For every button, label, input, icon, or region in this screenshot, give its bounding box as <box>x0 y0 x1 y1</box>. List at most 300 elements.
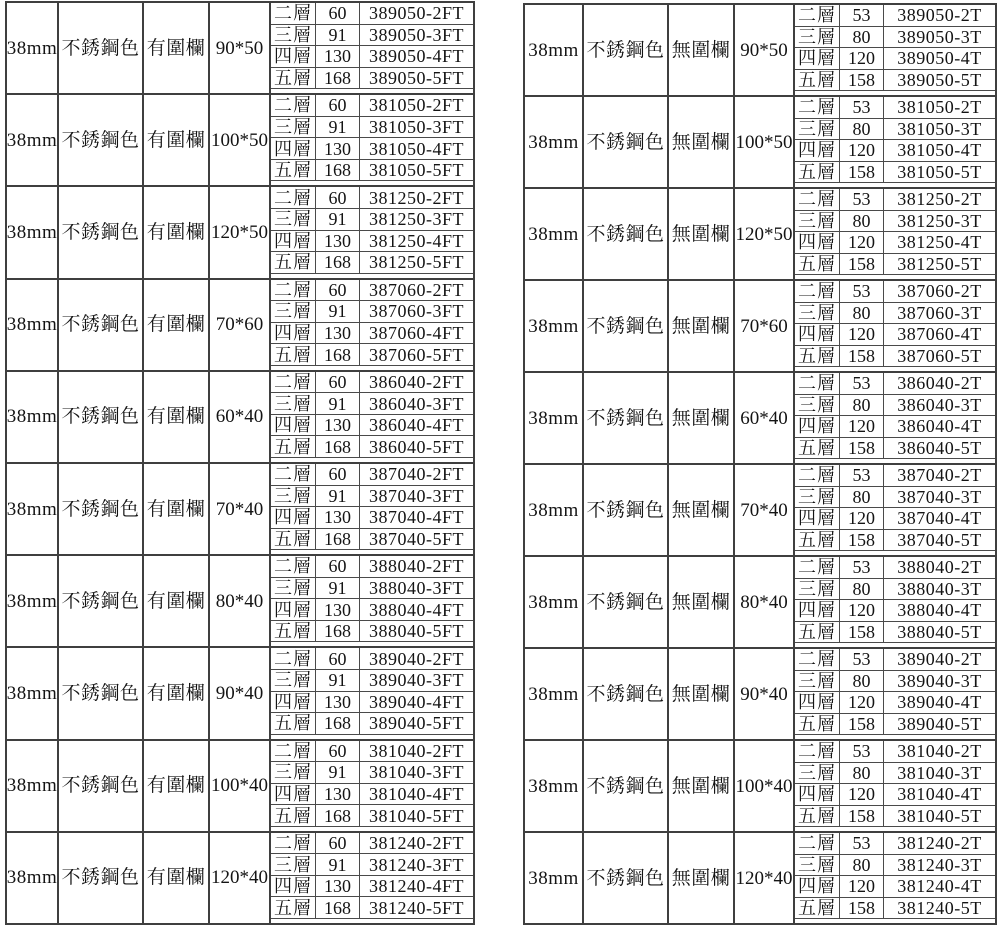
tier-capacity: 80 <box>840 763 884 785</box>
tier-capacity: 53 <box>840 741 884 763</box>
product-code: 381240-3T <box>884 855 995 877</box>
tier-sub-table <box>795 189 995 279</box>
tier-label: 三層 <box>271 578 316 600</box>
product-code: 381050-2T <box>884 97 995 119</box>
product-group-row <box>7 739 473 831</box>
tier-label: 四層 <box>795 784 840 806</box>
tier-label: 五層 <box>271 529 316 551</box>
tier-capacity: 91 <box>316 117 360 139</box>
product-code: 389040-5T <box>884 714 995 736</box>
fence-cell: 有圍欄 <box>144 3 210 93</box>
tier-capacity: 91 <box>316 578 360 600</box>
tier-label: 三層 <box>271 486 316 508</box>
thickness-cell: 38mm <box>7 3 59 93</box>
fence-cell: 無圍欄 <box>669 373 735 463</box>
product-code: 387040-4T <box>884 508 995 530</box>
tier-label: 二層 <box>795 741 840 763</box>
tier-capacity: 130 <box>316 507 360 529</box>
tier-label: 三層 <box>795 763 840 785</box>
product-code: 381040-5T <box>884 806 995 828</box>
tier-capacity: 91 <box>316 854 360 876</box>
product-code: 389050-5FT <box>360 68 473 90</box>
product-code: 381040-3T <box>884 763 995 785</box>
product-code: 387060-4T <box>884 324 995 346</box>
product-code: 389040-3T <box>884 671 995 693</box>
tier-sub-table <box>271 187 473 277</box>
product-code: 388040-5FT <box>360 621 473 643</box>
tier-capacity: 91 <box>316 209 360 231</box>
tier-capacity: 53 <box>840 465 884 487</box>
tier-label: 二層 <box>271 833 316 855</box>
tier-sub-table <box>271 280 473 370</box>
tier-capacity: 168 <box>316 68 360 90</box>
spec-table-with-fence <box>5 1 475 925</box>
thickness-cell: 38mm <box>525 833 584 923</box>
tier-label: 四層 <box>271 323 316 345</box>
tier-label: 二層 <box>795 281 840 303</box>
fence-cell: 無圍欄 <box>669 189 735 279</box>
tier-capacity: 120 <box>840 48 884 70</box>
size-cell: 70*40 <box>210 464 271 554</box>
tier-label: 四層 <box>795 508 840 530</box>
tier-capacity: 53 <box>840 557 884 579</box>
tier-capacity: 130 <box>316 599 360 621</box>
product-code: 387060-5FT <box>360 344 473 366</box>
product-code: 381050-5T <box>884 162 995 184</box>
product-code: 389050-3FT <box>360 25 473 47</box>
fence-cell: 有圍欄 <box>144 372 210 462</box>
spec-table-without-fence <box>523 3 997 925</box>
thickness-cell: 38mm <box>7 833 59 923</box>
product-code: 381250-4T <box>884 232 995 254</box>
tier-label: 四層 <box>271 507 316 529</box>
tier-sub-table <box>271 648 473 738</box>
product-code: 389040-4T <box>884 692 995 714</box>
product-code: 381040-4T <box>884 784 995 806</box>
tier-label: 二層 <box>795 649 840 671</box>
product-group-row <box>7 462 473 554</box>
tier-label: 三層 <box>271 301 316 323</box>
tier-sub-table <box>795 833 995 923</box>
thickness-cell: 38mm <box>7 648 59 738</box>
tier-capacity: 168 <box>316 344 360 366</box>
tier-capacity: 80 <box>840 487 884 509</box>
tier-label: 二層 <box>795 189 840 211</box>
product-code: 381240-5FT <box>360 897 473 919</box>
product-code: 386040-2FT <box>360 372 473 394</box>
tier-capacity: 91 <box>316 486 360 508</box>
tier-capacity: 120 <box>840 416 884 438</box>
product-group-row <box>525 5 995 95</box>
tier-capacity: 120 <box>840 140 884 162</box>
tier-capacity: 120 <box>840 692 884 714</box>
tier-label: 四層 <box>271 876 316 898</box>
product-code: 389050-4FT <box>360 46 473 68</box>
color-cell: 不銹鋼色 <box>59 741 144 831</box>
tier-capacity: 168 <box>316 252 360 274</box>
tier-capacity: 91 <box>316 762 360 784</box>
color-cell: 不銹鋼色 <box>584 281 669 371</box>
product-code: 388040-3FT <box>360 578 473 600</box>
tier-capacity: 120 <box>840 784 884 806</box>
tier-capacity: 80 <box>840 119 884 141</box>
color-cell: 不銹鋼色 <box>584 649 669 739</box>
tier-label: 五層 <box>795 898 840 920</box>
tier-capacity: 60 <box>316 556 360 578</box>
tier-capacity: 130 <box>316 692 360 714</box>
color-cell: 不銹鋼色 <box>584 5 669 95</box>
product-code: 381040-2FT <box>360 741 473 763</box>
size-cell: 70*40 <box>735 465 795 555</box>
tier-capacity: 168 <box>316 621 360 643</box>
tier-label: 二層 <box>795 5 840 27</box>
tier-capacity: 91 <box>316 393 360 415</box>
thickness-cell: 38mm <box>525 741 584 831</box>
tier-capacity: 158 <box>840 622 884 644</box>
tier-label: 五層 <box>271 344 316 366</box>
fence-cell: 有圍欄 <box>144 833 210 923</box>
product-code: 386040-5T <box>884 438 995 460</box>
product-group-row <box>525 95 995 187</box>
product-code: 381250-5FT <box>360 252 473 274</box>
tier-sub-table <box>795 281 995 371</box>
tier-label: 四層 <box>795 876 840 898</box>
fence-cell: 無圍欄 <box>669 649 735 739</box>
fence-cell: 無圍欄 <box>669 833 735 923</box>
tier-label: 四層 <box>271 415 316 437</box>
product-code: 387060-3T <box>884 303 995 325</box>
product-code: 381050-2FT <box>360 95 473 117</box>
product-code: 387040-2FT <box>360 464 473 486</box>
tier-capacity: 120 <box>840 600 884 622</box>
tier-label: 五層 <box>795 438 840 460</box>
product-code: 389040-2T <box>884 649 995 671</box>
color-cell: 不銹鋼色 <box>59 3 144 93</box>
tier-label: 二層 <box>795 833 840 855</box>
tier-sub-table <box>271 372 473 462</box>
product-code: 386040-2T <box>884 373 995 395</box>
tier-label: 三層 <box>795 119 840 141</box>
fence-cell: 有圍欄 <box>144 95 210 185</box>
tier-label: 四層 <box>271 784 316 806</box>
product-group-row <box>7 278 473 370</box>
size-cell: 90*50 <box>735 5 795 95</box>
thickness-cell: 38mm <box>525 281 584 371</box>
product-code: 388040-3T <box>884 579 995 601</box>
tier-capacity: 80 <box>840 303 884 325</box>
thickness-cell: 38mm <box>525 465 584 555</box>
product-code: 381240-2T <box>884 833 995 855</box>
tier-label: 三層 <box>271 670 316 692</box>
tier-capacity: 130 <box>316 415 360 437</box>
thickness-cell: 38mm <box>525 97 584 187</box>
tier-capacity: 130 <box>316 46 360 68</box>
color-cell: 不銹鋼色 <box>584 741 669 831</box>
color-cell: 不銹鋼色 <box>59 187 144 277</box>
tier-label: 四層 <box>795 48 840 70</box>
tier-capacity: 168 <box>316 713 360 735</box>
tier-label: 四層 <box>795 692 840 714</box>
product-code: 389040-2FT <box>360 648 473 670</box>
color-cell: 不銹鋼色 <box>584 833 669 923</box>
tier-sub-table <box>795 5 995 95</box>
thickness-cell: 38mm <box>7 556 59 646</box>
tier-label: 二層 <box>271 648 316 670</box>
tier-capacity: 130 <box>316 231 360 253</box>
product-code: 381240-3FT <box>360 854 473 876</box>
product-code: 381250-4FT <box>360 231 473 253</box>
size-cell: 90*50 <box>210 3 271 93</box>
product-code: 389050-3T <box>884 27 995 49</box>
product-code: 387040-2T <box>884 465 995 487</box>
size-cell: 120*50 <box>210 187 271 277</box>
tier-label: 四層 <box>271 138 316 160</box>
product-group-row <box>525 463 995 555</box>
tier-capacity: 158 <box>840 714 884 736</box>
fence-cell: 無圍欄 <box>669 5 735 95</box>
product-code: 381250-3FT <box>360 209 473 231</box>
product-code: 386040-5FT <box>360 436 473 458</box>
size-cell: 100*40 <box>210 741 271 831</box>
size-cell: 100*50 <box>210 95 271 185</box>
tier-label: 二層 <box>795 557 840 579</box>
tier-label: 五層 <box>795 622 840 644</box>
fence-cell: 無圍欄 <box>669 465 735 555</box>
tier-capacity: 80 <box>840 27 884 49</box>
tier-label: 三層 <box>795 855 840 877</box>
product-group-row <box>7 646 473 738</box>
tier-label: 五層 <box>795 806 840 828</box>
tier-sub-table <box>795 465 995 555</box>
tier-label: 二層 <box>795 465 840 487</box>
fence-cell: 無圍欄 <box>669 281 735 371</box>
size-cell: 100*40 <box>735 741 795 831</box>
product-code: 381050-3T <box>884 119 995 141</box>
product-code: 381250-2FT <box>360 187 473 209</box>
fence-cell: 有圍欄 <box>144 556 210 646</box>
tier-capacity: 91 <box>316 25 360 47</box>
tier-label: 五層 <box>795 714 840 736</box>
thickness-cell: 38mm <box>7 741 59 831</box>
tier-capacity: 80 <box>840 395 884 417</box>
thickness-cell: 38mm <box>7 464 59 554</box>
product-group-row <box>525 739 995 831</box>
tier-label: 三層 <box>795 303 840 325</box>
product-code: 381040-4FT <box>360 784 473 806</box>
tier-capacity: 130 <box>316 876 360 898</box>
tier-capacity: 80 <box>840 579 884 601</box>
product-group-row <box>525 187 995 279</box>
product-group-row <box>525 279 995 371</box>
product-code: 381240-4FT <box>360 876 473 898</box>
tier-capacity: 158 <box>840 70 884 92</box>
tier-capacity: 53 <box>840 281 884 303</box>
product-code: 381240-2FT <box>360 833 473 855</box>
tier-capacity: 168 <box>316 160 360 182</box>
product-code: 381250-5T <box>884 254 995 276</box>
thickness-cell: 38mm <box>525 373 584 463</box>
color-cell: 不銹鋼色 <box>59 556 144 646</box>
tier-capacity: 130 <box>316 323 360 345</box>
product-code: 388040-4T <box>884 600 995 622</box>
tier-capacity: 60 <box>316 372 360 394</box>
size-cell: 70*60 <box>210 280 271 370</box>
tier-capacity: 60 <box>316 95 360 117</box>
size-cell: 120*50 <box>735 189 795 279</box>
tier-label: 四層 <box>795 600 840 622</box>
product-code: 381250-2T <box>884 189 995 211</box>
tier-capacity: 53 <box>840 5 884 27</box>
tier-label: 四層 <box>795 416 840 438</box>
tier-sub-table <box>271 95 473 185</box>
tier-label: 三層 <box>795 671 840 693</box>
product-code: 386040-3FT <box>360 393 473 415</box>
tier-label: 三層 <box>271 25 316 47</box>
product-code: 381240-5T <box>884 898 995 920</box>
tier-capacity: 80 <box>840 671 884 693</box>
tier-label: 三層 <box>795 579 840 601</box>
tier-label: 五層 <box>271 252 316 274</box>
tier-sub-table <box>795 97 995 187</box>
tier-capacity: 53 <box>840 833 884 855</box>
product-code: 381040-2T <box>884 741 995 763</box>
product-code: 381040-3FT <box>360 762 473 784</box>
product-code: 389050-2FT <box>360 3 473 25</box>
color-cell: 不銹鋼色 <box>59 372 144 462</box>
product-group-row <box>525 555 995 647</box>
tier-capacity: 158 <box>840 898 884 920</box>
fence-cell: 有圍欄 <box>144 741 210 831</box>
size-cell: 80*40 <box>210 556 271 646</box>
size-cell: 60*40 <box>735 373 795 463</box>
thickness-cell: 38mm <box>525 5 584 95</box>
product-code: 381050-4T <box>884 140 995 162</box>
tier-label: 五層 <box>271 621 316 643</box>
tier-label: 四層 <box>271 692 316 714</box>
tier-capacity: 53 <box>840 189 884 211</box>
tier-sub-table <box>271 556 473 646</box>
tier-capacity: 60 <box>316 833 360 855</box>
tier-label: 五層 <box>271 436 316 458</box>
tier-capacity: 120 <box>840 232 884 254</box>
tier-label: 四層 <box>795 324 840 346</box>
tier-sub-table <box>795 557 995 647</box>
tier-capacity: 60 <box>316 741 360 763</box>
product-code: 381240-4T <box>884 876 995 898</box>
tier-capacity: 80 <box>840 211 884 233</box>
tier-label: 二層 <box>795 373 840 395</box>
product-code: 387060-4FT <box>360 323 473 345</box>
fence-cell: 有圍欄 <box>144 280 210 370</box>
tier-capacity: 120 <box>840 324 884 346</box>
tier-capacity: 60 <box>316 3 360 25</box>
tier-capacity: 158 <box>840 162 884 184</box>
tier-label: 二層 <box>795 97 840 119</box>
product-code: 387060-2T <box>884 281 995 303</box>
tier-label: 二層 <box>271 372 316 394</box>
product-code: 386040-4T <box>884 416 995 438</box>
product-code: 387040-5FT <box>360 529 473 551</box>
fence-cell: 無圍欄 <box>669 97 735 187</box>
size-cell: 80*40 <box>735 557 795 647</box>
tier-capacity: 168 <box>316 805 360 827</box>
product-code: 388040-2T <box>884 557 995 579</box>
thickness-cell: 38mm <box>525 649 584 739</box>
tier-capacity: 168 <box>316 897 360 919</box>
tier-sub-table <box>795 741 995 831</box>
tier-label: 四層 <box>271 599 316 621</box>
color-cell: 不銹鋼色 <box>59 648 144 738</box>
color-cell: 不銹鋼色 <box>584 97 669 187</box>
product-group-row <box>7 93 473 185</box>
tier-label: 四層 <box>795 140 840 162</box>
color-cell: 不銹鋼色 <box>59 280 144 370</box>
thickness-cell: 38mm <box>7 280 59 370</box>
tier-label: 三層 <box>271 209 316 231</box>
fence-cell: 無圍欄 <box>669 741 735 831</box>
product-code: 381250-3T <box>884 211 995 233</box>
product-code: 387060-5T <box>884 346 995 368</box>
tier-capacity: 60 <box>316 648 360 670</box>
tier-label: 五層 <box>271 68 316 90</box>
tier-label: 三層 <box>271 762 316 784</box>
product-code: 387060-3FT <box>360 301 473 323</box>
product-group-row <box>7 831 473 923</box>
tier-label: 三層 <box>271 393 316 415</box>
tier-label: 四層 <box>795 232 840 254</box>
product-code: 381050-5FT <box>360 160 473 182</box>
product-code: 387040-5T <box>884 530 995 552</box>
size-cell: 70*60 <box>735 281 795 371</box>
tier-label: 三層 <box>271 854 316 876</box>
tier-label: 五層 <box>795 162 840 184</box>
thickness-cell: 38mm <box>7 95 59 185</box>
tier-capacity: 130 <box>316 784 360 806</box>
tier-label: 五層 <box>271 160 316 182</box>
color-cell: 不銹鋼色 <box>59 95 144 185</box>
tier-capacity: 158 <box>840 438 884 460</box>
product-code: 381050-4FT <box>360 138 473 160</box>
product-code: 389040-3FT <box>360 670 473 692</box>
tier-sub-table <box>271 464 473 554</box>
tier-label: 三層 <box>795 487 840 509</box>
tier-label: 四層 <box>271 231 316 253</box>
product-code: 389050-4T <box>884 48 995 70</box>
tier-capacity: 91 <box>316 301 360 323</box>
tier-capacity: 130 <box>316 138 360 160</box>
product-code: 387040-4FT <box>360 507 473 529</box>
tier-label: 三層 <box>795 27 840 49</box>
size-cell: 90*40 <box>735 649 795 739</box>
tier-capacity: 60 <box>316 280 360 302</box>
product-group-row <box>525 371 995 463</box>
product-group-row <box>7 554 473 646</box>
product-group-row <box>525 647 995 739</box>
product-code: 387040-3T <box>884 487 995 509</box>
thickness-cell: 38mm <box>525 189 584 279</box>
tier-capacity: 158 <box>840 346 884 368</box>
tier-label: 五層 <box>795 70 840 92</box>
product-code: 387060-2FT <box>360 280 473 302</box>
product-code: 388040-5T <box>884 622 995 644</box>
size-cell: 120*40 <box>735 833 795 923</box>
fence-cell: 有圍欄 <box>144 187 210 277</box>
product-code: 389040-4FT <box>360 692 473 714</box>
product-code: 381050-3FT <box>360 117 473 139</box>
color-cell: 不銹鋼色 <box>584 189 669 279</box>
tier-label: 二層 <box>271 3 316 25</box>
tier-label: 三層 <box>795 211 840 233</box>
